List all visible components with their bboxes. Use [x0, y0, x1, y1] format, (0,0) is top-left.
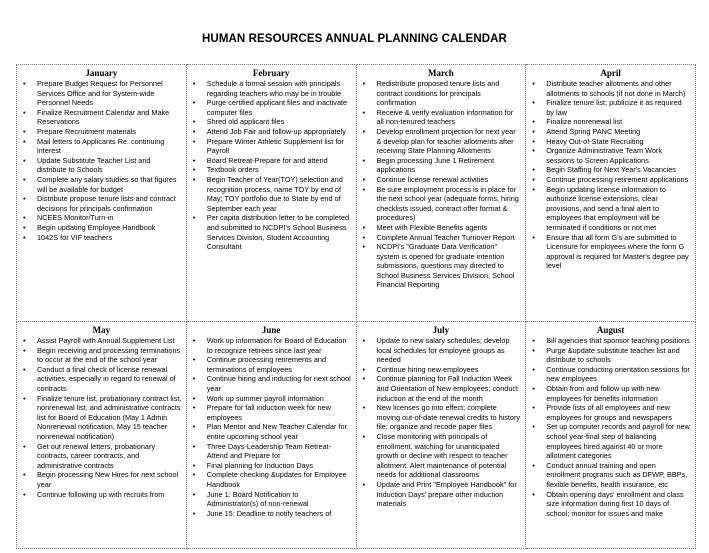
task-item: • Complete checking &updates for Employee Handbook	[187, 470, 352, 489]
task-item: • Update Substitute Teacher List and distribute to Schools	[17, 156, 182, 175]
task-item: • Prepare Budget Request for Personnel Services Office and for System-wide Personnel Needs	[17, 79, 182, 108]
task-item: • Continue hiring and inducting for next school year	[187, 374, 352, 393]
task-item: • Final planning for Induction Days	[187, 461, 352, 471]
task-list	[187, 336, 356, 518]
page-title: HUMAN RESOURCES ANNUAL PLANNING CALENDAR	[202, 33, 507, 45]
task-item: • Finalize tenure list, probationary contract list, nonrenewal list, and administrative contracts list for Board of Education (May 1 Admin Nonrenewal notification, May 15 teacher nonrenewal notification)	[17, 394, 182, 442]
task-item: • Per capita distribution letter to be completed and submitted to NCDPI's School Business Services Division, Student Accounting Consultant	[187, 213, 352, 251]
task-item: • June 1: Board Notification to Administrator(s) of non-renewal	[187, 490, 352, 509]
month-cell-march	[356, 65, 526, 322]
task-item: • Begin updating Employee Handbook	[17, 223, 182, 233]
month-heading: April	[600, 68, 621, 78]
task-item: • Begin receiving and processing terminations to occur at the end of the school year	[17, 346, 182, 365]
calendar-row-1	[17, 65, 696, 322]
task-list	[17, 336, 186, 499]
task-item: • Assist Payroll with Annual Supplement List	[17, 336, 182, 346]
task-item: • Board Retreat-Prepare for and attend	[187, 156, 352, 166]
task-item: • Begin processing June 1 Retirement applications	[357, 156, 522, 175]
task-item: • Update and Print "Employee Handbook" for Induction Days' prepare other induction materials	[357, 480, 522, 509]
task-item: • Get out renewal letters, probationary contracts, career contracts, and administrative contracts	[17, 442, 182, 471]
month-cell-june	[186, 322, 356, 549]
task-item: • Purge &update substitute teacher list and distribute to schools	[526, 346, 691, 365]
task-list	[357, 336, 526, 509]
task-item: • Finalize nonrenewal list	[526, 117, 691, 127]
month-heading: February	[252, 68, 290, 78]
task-item: • Continue processing retirement applications	[526, 175, 691, 185]
task-item: • Begin processing New Hires for next school year	[17, 470, 182, 489]
task-item: • Three Days-Leadership Team Retreat-Attend and Prepare for	[187, 442, 352, 461]
task-item: • Distribute teacher allotments and other allotments to schools (if not done in March)	[526, 79, 691, 98]
task-item: • Develop enrollment projection for next year & develop plan for teacher allotments after receiving State Planning Allotments	[357, 127, 522, 156]
task-item: • Work up summer payroll information	[187, 394, 352, 404]
month-heading: January	[85, 68, 118, 78]
month-heading: June	[261, 325, 281, 335]
task-item: • Provide lists of all employees and new employees for groups and newspapers	[526, 403, 691, 422]
task-item: • Ensure that all form G's are submitted to Licensure for employees where the form G approval is required for Master's degree pay level	[526, 233, 691, 271]
task-item: • June 15: Deadline to notify teachers of	[187, 509, 352, 519]
task-item: • Complete any salary studies so that figures will be available for budget	[17, 175, 182, 194]
task-item: • Receive & verify evaluation information for all non-tenured teachers	[357, 108, 522, 127]
task-item: • Continue following up with recruits from	[17, 490, 182, 500]
task-item: • Redistribute proposed tenure lists and contract conditions for principals confirmation	[357, 79, 522, 108]
month-heading: August	[596, 325, 625, 335]
task-item: • Finalize Recruitment Calendar and Make Reservations	[17, 108, 182, 127]
task-list	[526, 336, 695, 518]
task-item: • Bill agencies that sponsor teaching positions	[526, 336, 691, 346]
task-item: • Shred old applicant files	[187, 117, 352, 127]
month-heading: March	[427, 68, 454, 78]
task-item: • Schedule a formal session with principals regarding teachers who may be in trouble	[187, 79, 352, 98]
task-list	[187, 79, 356, 252]
month-cell-april	[526, 65, 696, 322]
task-list	[357, 79, 526, 290]
task-item: • Work up information for Board of Education to recognize retirees since last year	[187, 336, 352, 355]
task-item: • 1042S for VIF teachers	[17, 233, 182, 243]
task-item: • Attend Spring PANC Meeting	[526, 127, 691, 137]
task-item: • Prepare Recruitment materials	[17, 127, 182, 137]
task-item: • New licenses go into effect; complete moving out-of-date renewal credits to history file; organize and recode paper files	[357, 403, 522, 432]
task-item: • Begin Teacher of Year(TOY) selection and recognition process, name TOY by end of May; TOY portfolio due to State by end of September each year	[187, 175, 352, 213]
task-item: • Continue planning for Fall Induction Week and Orientation of New employees; conduct induction at the end of the month	[357, 374, 522, 403]
task-item: • Be sure employment process is in place for the next school year (adequate forms, hiring checklists issued, contract offer format & procedures)	[357, 185, 522, 223]
task-list	[17, 79, 186, 242]
calendar-row-2	[17, 322, 696, 549]
task-item: • Plan Mentor and New Teacher Calendar for entire upcoming school year	[187, 422, 352, 441]
task-item: • NCEES Monitor/Turn-in	[17, 213, 182, 223]
task-item: • Prepare for fall induction week for new employees	[187, 403, 352, 422]
task-item: • Continue conducting orientation sessions for new employees	[526, 365, 691, 384]
planning-calendar-table	[16, 64, 696, 549]
task-item: • Continue license renewal activities	[357, 175, 522, 185]
task-item: • Continue hiring new employees	[357, 365, 522, 375]
month-heading: July	[432, 325, 450, 335]
task-item: • Heavy Out-of-State Recruiting	[526, 137, 691, 147]
task-item: • Mail letters to Applicants Re. continuing interest	[17, 137, 182, 156]
task-item: • Update to new salary schedules; develop local schedules for employee groups as needed	[357, 336, 522, 365]
month-cell-january	[17, 65, 187, 322]
task-item: • Obtain opening days' enrollment and class size information during first 10 days of school; monitor for issues and make	[526, 490, 691, 519]
task-item: • Conduct annual training and open enrollment programs such as DFWP, BBPs, flexible benefits, health insurance, etc	[526, 461, 691, 490]
task-item: • Obtain from and follow up with new employees for benefits information	[526, 384, 691, 403]
task-item: • Begin Staffing for Next Year's Vacancies	[526, 165, 691, 175]
task-item: • Set up computer records and payroll for new school year-final step of balancing employees hired against 40 or more allotment categories	[526, 422, 691, 460]
task-item: • Finalize tenure list; publicize it as required by law	[526, 98, 691, 117]
task-item: • Close monitoring with principals of enrollment, watching for unanticipated growth or decline with respect to teacher allotment. Alert maintenance of potential needs for additional classrooms	[357, 432, 522, 480]
task-item: • Meet with Flexible Benefits agents	[357, 223, 522, 233]
task-item: • Conduct a final check of license renewal activities, especially in regard to renewal of contracts	[17, 365, 182, 394]
task-item: • Distribute propose tenure lists and contract decisions for principals confirmation	[17, 194, 182, 213]
task-item: • Begin updating license information to authorize license extensions, clear provisions, and send a final alert to employees that employment will be terminated if conditions or not met	[526, 185, 691, 233]
task-item: • Textbook orders	[187, 165, 352, 175]
task-item: • NCDPI's "Graduate Data Verification" system is opened for graduate intention submissions, questions may directed to School Business Services Division, School Financial Reporting	[357, 242, 522, 290]
month-cell-july	[356, 322, 526, 549]
month-cell-february	[186, 65, 356, 322]
task-item: • Continue processing retirements and terminations of employees	[187, 355, 352, 374]
task-item: • Complete Annual Teacher Turnover Report	[357, 233, 522, 243]
task-item: • Attend Job Fair and follow-up appropriately	[187, 127, 352, 137]
task-item: • Organize Administrative Team Work sessions to Screen Applications	[526, 146, 691, 165]
month-heading: May	[92, 325, 111, 335]
month-cell-august	[526, 322, 696, 549]
month-cell-may	[17, 322, 187, 549]
task-item: • Purge certified applicant files and inactivate computer files	[187, 98, 352, 117]
task-item: • Prepare Winter Athletic Supplement list for Payroll	[187, 137, 352, 156]
task-list	[526, 79, 695, 271]
